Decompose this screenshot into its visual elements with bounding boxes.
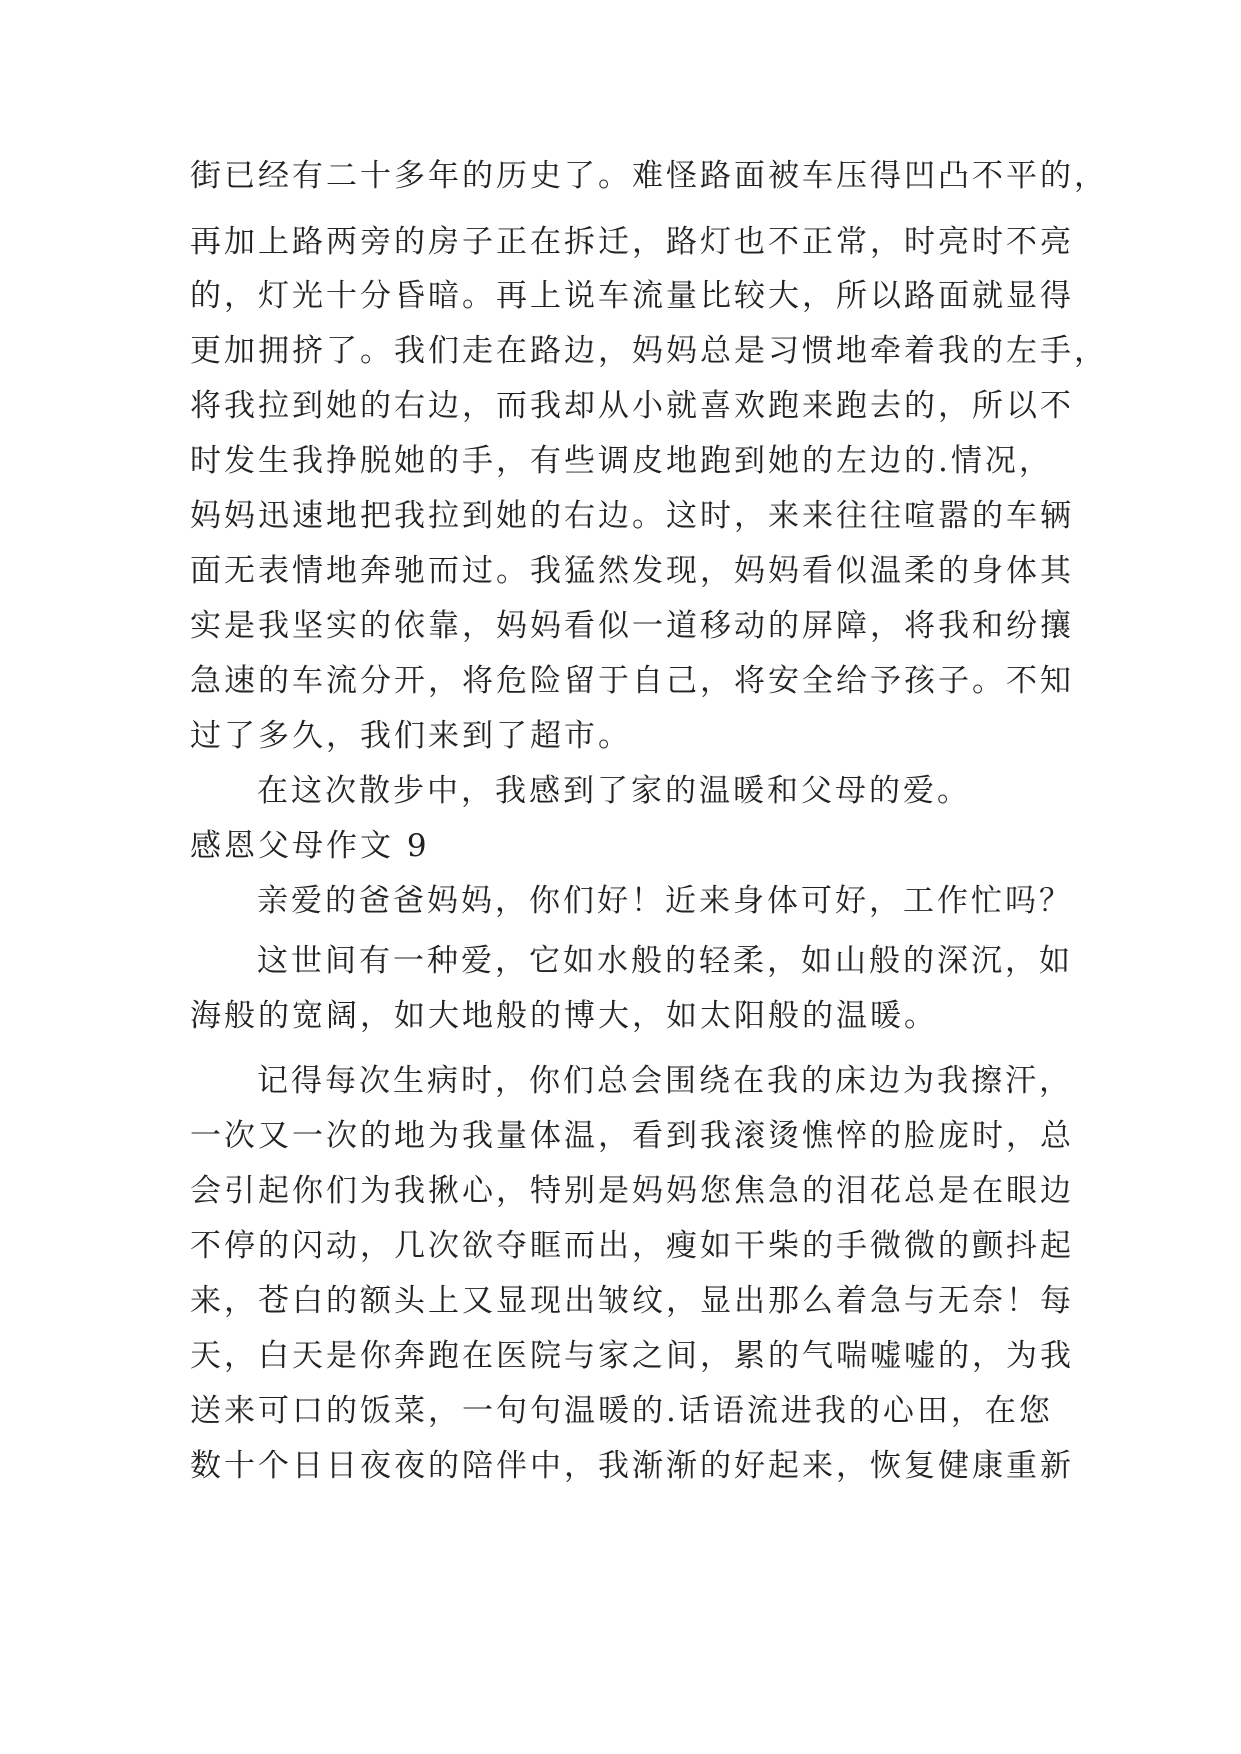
text-line: 再加上路两旁的房子正在拆迁，路灯也不正常，时亮时不亮 [190, 224, 1074, 260]
paragraph-start-line: 在这次散步中，我感到了家的温暖和父母的爱。 [257, 773, 971, 809]
text-line: 将我拉到她的右边，而我却从小就喜欢跑来跑去的，所以不 [190, 388, 1074, 424]
text-line: 面无表情地奔驰而过。我猛然发现，妈妈看似温柔的身体其 [190, 553, 1074, 589]
text-line: 急速的车流分开，将危险留于自己，将安全给予孩子。不知 [190, 663, 1074, 699]
paragraph-start-line: 亲爱的爸爸妈妈，你们好！近来身体可好，工作忙吗？ [257, 883, 1073, 919]
text-line: 实是我坚实的依靠，妈妈看似一道移动的屏障，将我和纷攘 [190, 608, 1074, 644]
text-line: 海般的宽阔，如大地般的博大，如太阳般的温暖。 [190, 998, 938, 1034]
text-line: 不停的闪动，几次欲夺眶而出，瘦如干柴的手微微的颤抖起 [190, 1228, 1074, 1264]
text-line: 天，白天是你奔跑在医院与家之间，累的气喘嘘嘘的，为我 [190, 1338, 1074, 1374]
text-line: 会引起你们为我揪心，特别是妈妈您焦急的泪花总是在眼边 [190, 1173, 1074, 1209]
text-line: 街已经有二十多年的历史了。难怪路面被车压得凹凸不平的， [190, 158, 1108, 194]
paragraph-start-line: 记得每次生病时，你们总会围绕在我的床边为我擦汗， [257, 1063, 1073, 1099]
text-line: 过了多久，我们来到了超市。 [190, 718, 632, 754]
text-line: 时发生我挣脱她的手，有些调皮地跑到她的左边的.情况， [190, 443, 1053, 479]
text-line: 更加拥挤了。我们走在路边，妈妈总是习惯地牵着我的左手， [190, 333, 1108, 369]
text-line: 一次又一次的地为我量体温，看到我滚烫憔悴的脸庞时，总 [190, 1118, 1074, 1154]
text-line: 的，灯光十分昏暗。再上说车流量比较大，所以路面就显得 [190, 278, 1074, 314]
paragraph-start-line: 这世间有一种爱，它如水般的轻柔，如山般的深沉，如 [257, 943, 1073, 979]
text-line: 妈妈迅速地把我拉到她的右边。这时，来来往往喧嚣的车辆 [190, 498, 1074, 534]
text-line: 来，苍白的额头上又显现出皱纹，显出那么着急与无奈！每 [190, 1283, 1074, 1319]
section-heading: 感恩父母作文 9 [190, 828, 430, 864]
text-line: 送来可口的饭菜，一句句温暖的.话语流进我的心田，在您 [190, 1393, 1053, 1429]
text-line: 数十个日日夜夜的陪伴中，我渐渐的好起来，恢复健康重新 [190, 1448, 1074, 1484]
